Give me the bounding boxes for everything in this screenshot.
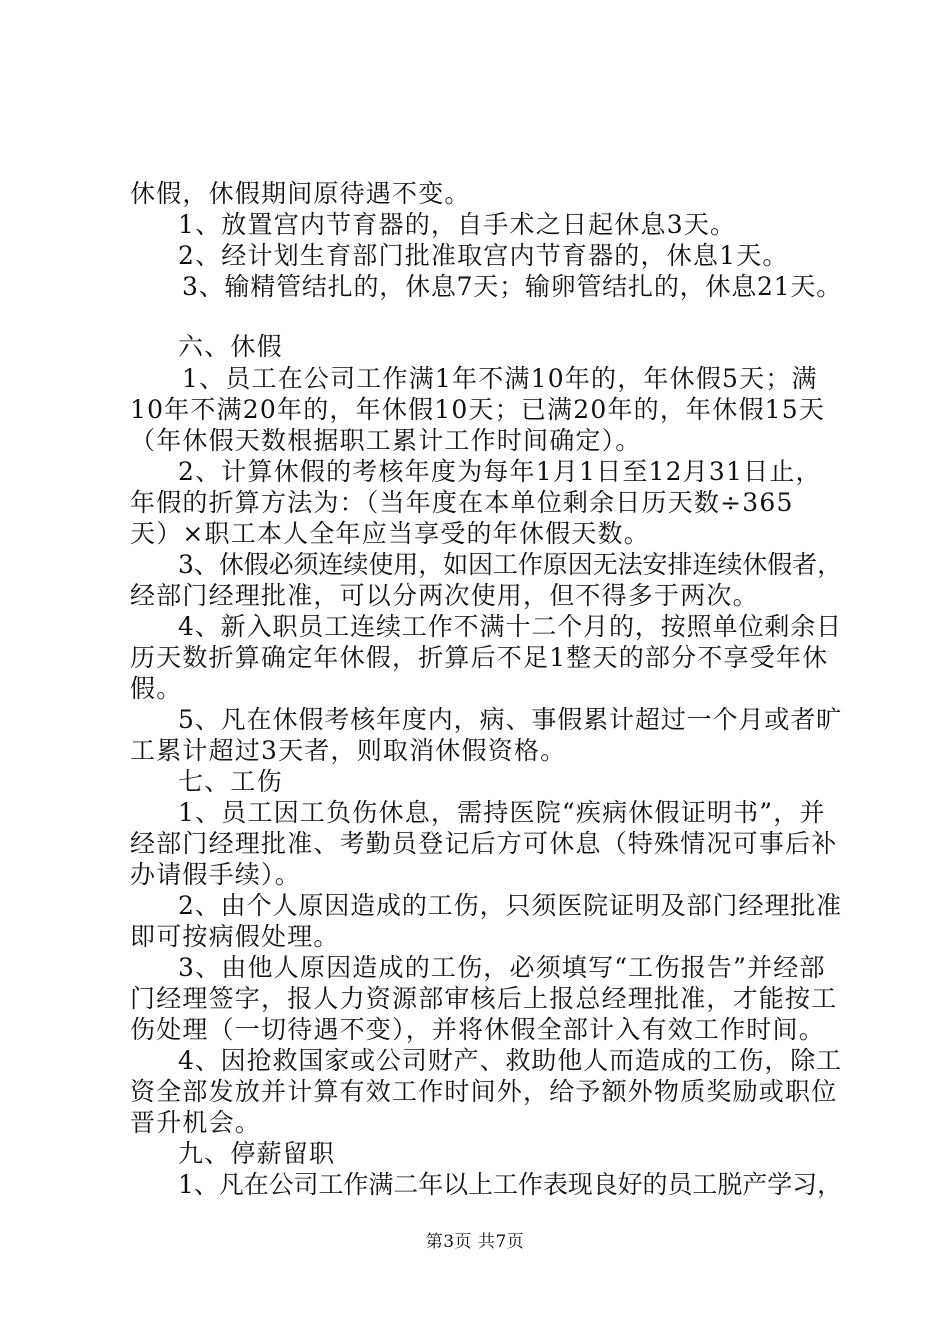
- text-line: 伤处理（一切待遇不变），并将休假全部计入有效工作时间。: [130, 1015, 825, 1044]
- text-line: 1、员工因工负伤休息，需持医院“疾病休假证明书”，并: [178, 798, 826, 827]
- page-number-footer: 第3页 共7页: [425, 1232, 525, 1252]
- text-line: 3、由他人原因造成的工伤，必须填写“工伤报告”并经部: [178, 953, 826, 982]
- text-line: 4、因抢救国家或公司财产、救助他人而造成的工伤，除工: [178, 1046, 842, 1075]
- text-line: （年休假天数根据职工累计工作时间确定）。: [130, 426, 642, 455]
- section-heading: 七、工伤: [178, 767, 283, 796]
- text-line: 4、新入职员工连续工作不满十二个月的，按照单位剩余日: [178, 612, 842, 641]
- text-line: 3、输精管结扎的，休息7天；输卵管结扎的，休息21天。: [182, 272, 842, 301]
- text-line: 晋升机会。: [130, 1108, 262, 1137]
- text-line: 经部门经理批准，可以分两次使用，但不得多于两次。: [130, 581, 759, 610]
- text-line: 2、由个人原因造成的工伤，只须医院证明及部门经理批准: [178, 891, 842, 920]
- text-line: 10年不满20年的，年休假10天；已满20年的，年休假15天: [130, 395, 826, 424]
- section-heading: 六、休假: [178, 332, 283, 361]
- text-line: 1、员工在公司工作满1年不满10年的，年休假5天；满: [182, 364, 818, 393]
- text-line: 1、凡在公司工作满二年以上工作表现良好的员工脱产学习，: [178, 1170, 842, 1199]
- text-line: 即可按病假处理。: [130, 922, 340, 951]
- text-line: 5、凡在休假考核年度内，病、事假累计超过一个月或者旷: [178, 705, 842, 734]
- text-line: 经部门经理批准、考勤员登记后方可休息（特殊情况可事后补: [130, 829, 838, 858]
- text-line: 工累计超过3天者，则取消休假资格。: [130, 736, 567, 765]
- text-line: 资全部发放并计算有效工作时间外，给予额外物质奖励或职位: [130, 1077, 838, 1106]
- text-line: 历天数折算确定年休假，折算后不足1整天的部分不享受年休: [130, 643, 829, 672]
- section-heading: 九、停薪留职: [178, 1139, 336, 1168]
- text-line: 2、计算休假的考核年度为每年1月1日至12月31日止，: [178, 457, 822, 486]
- text-line: 办请假手续）。: [130, 860, 301, 889]
- text-line: 2、经计划生育部门批准取宫内节育器的，休息1天。: [178, 241, 789, 270]
- text-line: 天）×职工本人全年应当享受的年休假天数。: [130, 519, 650, 548]
- text-line: 门经理签字，报人力资源部审核后上报总经理批准，才能按工: [130, 984, 838, 1013]
- text-line: 休假，休假期间原待遇不变。: [130, 179, 471, 208]
- text-line: 1、放置宫内节育器的，自手术之日起休息3天。: [178, 210, 737, 239]
- text-line: 3、休假必须连续使用，如因工作原因无法安排连续休假者，: [178, 550, 842, 579]
- text-line: 假。: [130, 674, 183, 703]
- text-line: 年假的折算方法为：（当年度在本单位剩余日历天数÷365: [130, 488, 794, 517]
